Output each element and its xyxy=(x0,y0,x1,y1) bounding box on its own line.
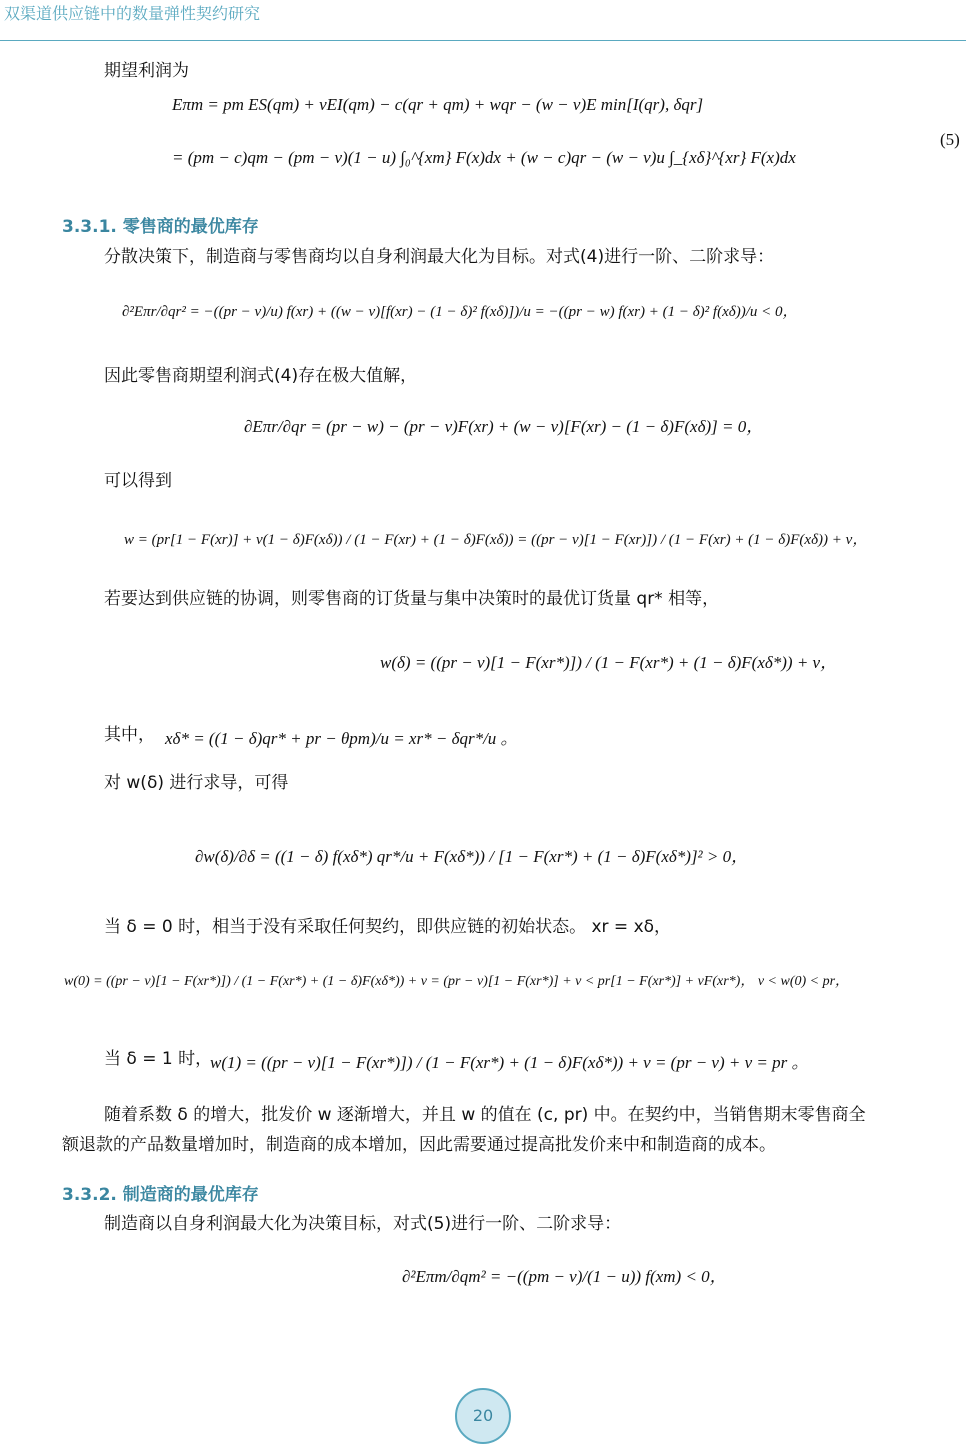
equation-number-5: (5) xyxy=(940,130,960,149)
text-coordination: 若要达到供应链的协调，则零售商的订货量与集中决策时的最优订货量 qr* 相等， xyxy=(104,589,720,609)
equation-5-line2: = (pm − c)qm − (pm − v)(1 − u) ∫₀^{xm} F(x)dx + (w − c)qr − (w − v)u ∫_{xδ}^{xr} F(x)dx xyxy=(172,148,796,167)
text-derive-w: 对 w(δ) 进行求导，可得 xyxy=(104,773,289,793)
equation-second-derivative-manufacturer: ∂²Eπm/∂qm² = −((pm − v)/(1 − u)) f(xm) < 0， xyxy=(402,1267,727,1286)
text-manufacturer: 制造商以自身利润最大化为决策目标，对式(5)进行一阶、二阶求导： xyxy=(104,1214,622,1234)
section-heading-3-3-1: 3.3.1. 零售商的最优库存 xyxy=(62,217,259,237)
running-header xyxy=(0,0,966,41)
text-maximum-solution: 因此零售商期望利润式(4)存在极大值解， xyxy=(104,366,418,386)
equation-wholesale-price: w = (pr[1 − F(xr)] + v(1 − δ)F(xδ)) / (1 − F(xr) + (1 − δ)F(xδ)) = ((pr − v)[1 − F(xr)]) / (1 − F(xr) + (1 − δ)F(xδ)) + v， xyxy=(124,532,868,548)
page-number: 20 xyxy=(472,1406,494,1425)
text-decentralized: 分散决策下，制造商与零售商均以自身利润最大化为目标。对式(4)进行一阶、二阶求导： xyxy=(104,247,775,267)
equation-x-delta: xδ* = ((1 − δ)qr* + pr − θpm)/u = xr* − δqr*/u 。 xyxy=(165,729,518,748)
text-delta-zero: 当 δ = 0 时，相当于没有采取任何契约，即供应链的初始状态。 xr = xδ， xyxy=(104,917,672,937)
text-delta-one: 当 δ = 1 时， xyxy=(104,1049,213,1069)
equation-w-zero: w(0) = ((pr − v)[1 − F(xr*)]) / (1 − F(xr*) + (1 − δ)F(xδ*)) + v = (pr − v)[1 − F(xr*)] + v < pr[1 − F(xr*)] + vF(xr*)， v < w(0) < pr， xyxy=(64,974,850,989)
text-obtain: 可以得到 xyxy=(104,471,172,491)
text-conclusion-line2: 额退款的产品数量增加时，制造商的成本增加，因此需要通过提高批发价来中和制造商的成本。 xyxy=(62,1135,776,1155)
equation-dw-ddelta: ∂w(δ)/∂δ = ((1 − δ) f(xδ*) qr*/u + F(xδ*)) / [1 − F(xr*) + (1 − δ)F(xδ*)]² > 0， xyxy=(195,847,749,866)
equation-w-one: w(1) = ((pr − v)[1 − F(xr*)]) / (1 − F(xr*) + (1 − δ)F(xδ*)) + v = (pr − v) + v = pr 。 xyxy=(210,1053,809,1072)
text-where: 其中， xyxy=(104,725,155,745)
equation-second-derivative-retailer: ∂²Eπr/∂qr² = −((pr − v)/u) f(xr) + ((w − v)[f(xr) − (1 − δ)² f(xδ)])/u = −((pr − w) f(xr) + (1 − δ)² f(xδ))/u < 0， xyxy=(122,304,798,320)
text-expected-profit: 期望利润为 xyxy=(104,61,189,81)
equation-w-delta: w(δ) = ((pr − v)[1 − F(xr*)]) / (1 − F(xr*) + (1 − δ)F(xδ*)) + v， xyxy=(380,653,838,672)
section-heading-3-3-2: 3.3.2. 制造商的最优库存 xyxy=(62,1185,259,1205)
running-title: 双渠道供应链中的数量弹性契约研究 xyxy=(4,4,261,23)
equation-first-derivative-retailer: ∂Eπr/∂qr = (pr − w) − (pr − v)F(xr) + (w − v)[F(xr) − (1 − δ)F(xδ)] = 0， xyxy=(244,417,764,436)
equation-5-line1: Eπm = pm ES(qm) + vEI(qm) − c(qr + qm) + wqr − (w − v)E min[I(qr), δqr] xyxy=(172,95,704,114)
text-conclusion-line1: 随着系数 δ 的增大，批发价 w 逐渐增大，并且 w 的值在 (c, pr) 中。在契约中，当销售期末零售商全 xyxy=(104,1105,866,1125)
page-number-badge xyxy=(455,1388,511,1444)
